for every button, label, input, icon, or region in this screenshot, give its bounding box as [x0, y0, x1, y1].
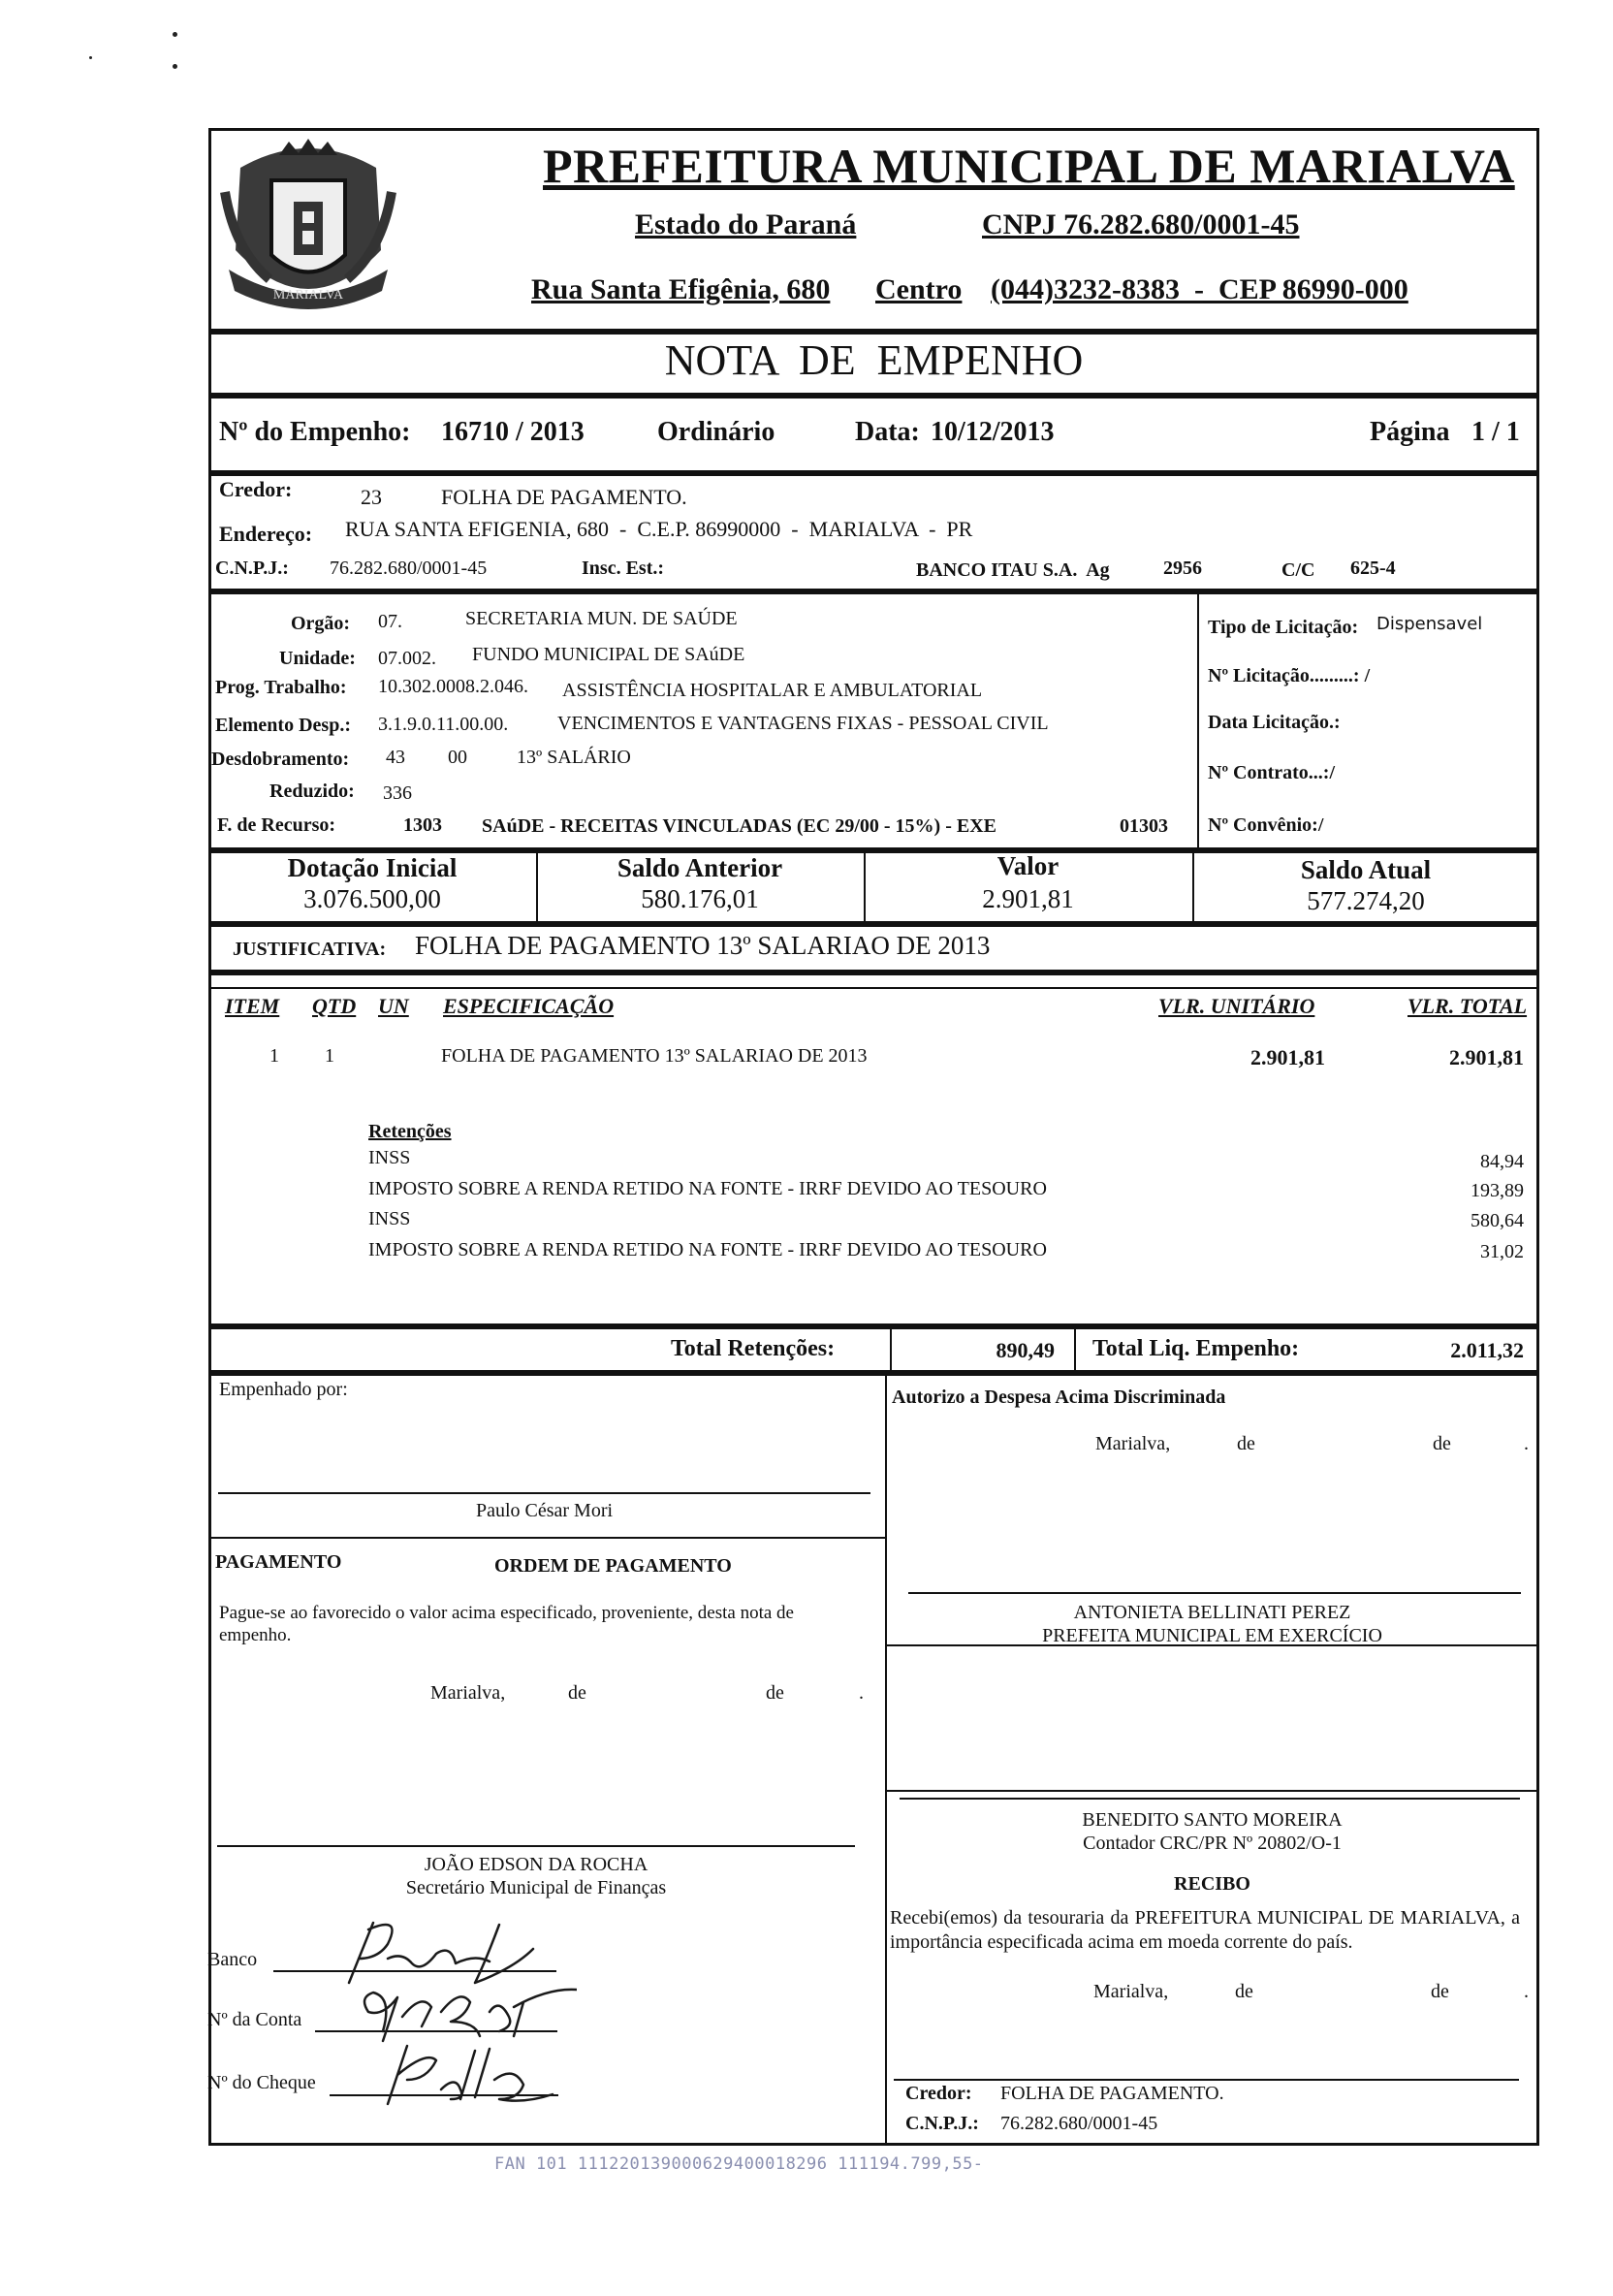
- recibo-cnpj-label: C.N.P.J.:: [905, 2113, 979, 2134]
- orgao-code: 07.: [378, 611, 402, 632]
- saldo-anterior-value: 580.176,01: [641, 884, 759, 913]
- handwritten-account-icon: [354, 1978, 577, 2046]
- page-label: Página: [1370, 417, 1450, 447]
- unidade-label: Unidade:: [279, 648, 356, 669]
- col-vlr-unitario: VLR. UNITÁRIO: [1158, 994, 1315, 1018]
- insc-label: Insc. Est.:: [582, 558, 665, 579]
- fonte-name: SAúDE - RECEITAS VINCULADAS (EC 29/00 - 15%) - EXE: [482, 815, 996, 837]
- total-retencoes-label: Total Retenções:: [671, 1336, 836, 1361]
- autorizo-end: .: [1524, 1433, 1529, 1454]
- page-number: 1 / 1: [1471, 417, 1520, 447]
- valor-value: 2.901,81: [982, 884, 1074, 913]
- credor-label: Credor:: [219, 477, 293, 501]
- col-item: ITEM: [225, 994, 280, 1018]
- elemento-name: VENCIMENTOS E VANTAGENS FIXAS - PESSOAL CIVIL: [557, 713, 1049, 734]
- divider: [885, 1373, 887, 2146]
- recibo-de1: de: [1235, 1981, 1253, 2002]
- row-total: 2.901,81: [1449, 1045, 1524, 1069]
- empenho-number-label: Nº do Empenho:: [219, 417, 411, 447]
- num-contrato: Nº Contrato...:/: [1208, 762, 1336, 783]
- desd-name: 13º SALÁRIO: [517, 747, 631, 768]
- saldo-atual-value: 577.274,20: [1307, 886, 1425, 915]
- footer-code: FAN 101 111220139000629400018296 111194.799,55-: [494, 2154, 984, 2174]
- agencia: 2956: [1163, 558, 1202, 579]
- retencoes-title: Retenções: [368, 1121, 452, 1142]
- data-licitacao: Data Licitação.:: [1208, 712, 1341, 733]
- header-address: Rua Santa Efigênia, 680: [531, 273, 831, 305]
- total-retencoes-value: 890,49: [996, 1338, 1055, 1362]
- tipo-licitacao-label: Tipo de Licitação:: [1208, 617, 1359, 638]
- retencao-desc: IMPOSTO SOBRE A RENDA RETIDO NA FONTE - IRRF DEVIDO AO TESOURO: [368, 1178, 1047, 1199]
- signature-line: [217, 1845, 855, 1847]
- row-qtd: 1: [325, 1045, 334, 1067]
- col-qtd: QTD: [312, 994, 357, 1018]
- retencao-value: 31,02: [1480, 1241, 1524, 1262]
- total-liq-label: Total Liq. Empenho:: [1092, 1336, 1300, 1361]
- empenho-type: Ordinário: [657, 417, 775, 447]
- recibo-de2: de: [1431, 1981, 1449, 2002]
- row-unit: 2.901,81: [1250, 1045, 1325, 1069]
- recibo-text: Recebi(emos) da tesouraria da PREFEITURA MUNICIPAL DE MARIALVA, a importância especificada acima em moeda corrente do país.: [890, 1907, 1520, 1953]
- unidade-code: 07.002.: [378, 648, 436, 669]
- prog-name: ASSISTÊNCIA HOSPITALAR E AMBULATORIAL: [562, 680, 983, 701]
- recibo-credor: FOLHA DE PAGAMENTO.: [1000, 2083, 1224, 2104]
- cnpj-label: C.N.P.J.:: [215, 558, 289, 579]
- prefeita-name: ANTONIETA BELLINATI PEREZ: [1073, 1602, 1351, 1623]
- credor-name: FOLHA DE PAGAMENTO.: [441, 485, 687, 509]
- fonte-code-2: 01303: [1120, 815, 1168, 837]
- orgao-label: Orgão:: [291, 613, 351, 634]
- secretario-role: Secretário Municipal de Finanças: [405, 1877, 667, 1898]
- dotacao-value: 3.076.500,00: [303, 884, 441, 913]
- contador-name: BENEDITO SANTO MOREIRA: [1082, 1809, 1343, 1831]
- contador-role: Contador CRC/PR Nº 20802/O-1: [1083, 1833, 1342, 1854]
- scan-speck: [173, 32, 177, 37]
- cc-label: C/C: [1281, 559, 1315, 581]
- ordem-pagamento: ORDEM DE PAGAMENTO: [494, 1555, 732, 1577]
- credor-endereco: RUA SANTA EFIGENIA, 680 - C.E.P. 86990000 - MARIALVA - PR: [345, 517, 973, 541]
- prog-label: Prog. Trabalho:: [215, 677, 347, 698]
- signature-line: [900, 1798, 1520, 1800]
- desd-b: 00: [448, 747, 467, 768]
- signature-line: [908, 1592, 1521, 1594]
- num-convenio: Nº Convênio:/: [1208, 814, 1324, 836]
- conta-label: Nº da Conta: [207, 2009, 302, 2030]
- scan-speck: [89, 56, 92, 59]
- empenhado-name: Paulo César Mori: [475, 1500, 614, 1521]
- header-cnpj: CNPJ 76.282.680/0001-45: [982, 208, 1300, 240]
- retencao-value: 580,64: [1471, 1210, 1524, 1231]
- saldo-anterior-label: Saldo Anterior: [617, 853, 783, 882]
- num-licitacao: Nº Licitação.........: /: [1208, 665, 1371, 686]
- credor-code: 23: [361, 485, 382, 509]
- pagamento-place: Marialva,: [430, 1682, 506, 1704]
- pagamento-de2: de: [766, 1682, 784, 1704]
- valor-label: Valor: [996, 851, 1060, 880]
- divider: [1197, 591, 1199, 850]
- autorizo-de1: de: [1237, 1433, 1255, 1454]
- elemento-code: 3.1.9.0.11.00.00.: [378, 714, 509, 735]
- dotacao-label: Dotação Inicial: [287, 853, 458, 882]
- state-label: Estado do Paraná: [635, 208, 857, 240]
- retencao-desc: INSS: [368, 1208, 411, 1229]
- reduzido-value: 336: [383, 782, 412, 804]
- row-item: 1: [269, 1045, 279, 1067]
- doc-title: NOTA DE EMPENHO: [664, 336, 1084, 384]
- pagamento-end: .: [859, 1682, 864, 1704]
- page-title: PREFEITURA MUNICIPAL DE MARIALVA: [543, 139, 1515, 193]
- autorizo-de2: de: [1433, 1433, 1451, 1454]
- col-especificacao: ESPECIFICAÇÃO: [443, 994, 615, 1018]
- signature-line: [894, 2079, 1519, 2081]
- elemento-label: Elemento Desp.:: [215, 715, 351, 736]
- saldo-atual-label: Saldo Atual: [1300, 855, 1432, 884]
- recibo-place: Marialva,: [1093, 1981, 1169, 2002]
- orgao-name: SECRETARIA MUN. DE SAÚDE: [465, 608, 738, 629]
- reduzido-label: Reduzido:: [269, 781, 355, 802]
- unidade-name: FUNDO MUNICIPAL DE SAúDE: [472, 644, 745, 665]
- autorizo-place: Marialva,: [1095, 1433, 1171, 1454]
- total-liq-value: 2.011,32: [1450, 1338, 1524, 1362]
- handwritten-cheque-icon: [368, 2041, 562, 2109]
- empenho-date: 10/12/2013: [931, 417, 1055, 447]
- col-vlr-total: VLR. TOTAL: [1407, 994, 1528, 1018]
- empenho-date-label: Data:: [855, 417, 920, 447]
- totais-box: [208, 1326, 1539, 1373]
- prog-code: 10.302.0008.2.046.: [378, 676, 528, 697]
- banco-name: BANCO ITAU S.A. Ag: [916, 559, 1110, 581]
- tipo-licitacao: Dispensavel: [1376, 614, 1483, 634]
- divider: [1074, 1326, 1076, 1373]
- retencao-desc: INSS: [368, 1147, 411, 1168]
- justificativa-label: JUSTIFICATIVA:: [233, 939, 387, 960]
- municipal-crest-icon: [211, 134, 405, 328]
- recibo-end: .: [1524, 1981, 1529, 2002]
- row-spec: FOLHA DE PAGAMENTO 13º SALARIAO DE 2013: [441, 1045, 868, 1067]
- col-un: UN: [378, 994, 409, 1018]
- cc-number: 625-4: [1350, 558, 1396, 579]
- pagamento-label: PAGAMENTO: [215, 1551, 342, 1573]
- retencao-value: 84,94: [1480, 1151, 1524, 1172]
- justificativa-text: FOLHA DE PAGAMENTO 13º SALARIAO DE 2013: [415, 931, 991, 960]
- scan-speck: [173, 64, 177, 69]
- desdobramento-label: Desdobramento:: [211, 749, 350, 770]
- desd-a: 43: [386, 747, 405, 768]
- autorizo-label: Autorizo a Despesa Acima Discriminada: [892, 1387, 1226, 1408]
- empenhado-label: Empenhado por:: [219, 1379, 348, 1400]
- divider: [208, 1537, 885, 1539]
- signature-line: [218, 1492, 870, 1494]
- retencao-desc: IMPOSTO SOBRE A RENDA RETIDO NA FONTE - IRRF DEVIDO AO TESOURO: [368, 1239, 1047, 1260]
- empenho-number: 16710 / 2013: [441, 417, 585, 447]
- prefeita-role: PREFEITA MUNICIPAL EM EXERCÍCIO: [1042, 1625, 1382, 1646]
- recibo-cnpj: 76.282.680/0001-45: [1000, 2113, 1158, 2134]
- divider: [208, 987, 1539, 989]
- retencao-value: 193,89: [1471, 1180, 1524, 1201]
- crest-text: MARIALVA: [272, 288, 344, 303]
- header-district: Centro: [875, 273, 963, 305]
- pagamento-de1: de: [568, 1682, 586, 1704]
- recibo-title: RECIBO: [1174, 1873, 1250, 1895]
- divider: [885, 1790, 1539, 1792]
- fonte-label: F. de Recurso:: [217, 814, 336, 836]
- banco-label: Banco: [207, 1949, 258, 1970]
- header-phone-cep: (044)3232-8383 - CEP 86990-000: [991, 273, 1408, 305]
- recibo-credor-label: Credor:: [905, 2083, 972, 2104]
- credor-cnpj: 76.282.680/0001-45: [330, 558, 488, 579]
- pagamento-text: Pague-se ao favorecido o valor acima especificado, proveniente, desta nota de empenho.: [219, 1603, 794, 1645]
- secretario-name: JOÃO EDSON DA ROCHA: [424, 1854, 648, 1875]
- cheque-label: Nº do Cheque: [207, 2072, 316, 2093]
- endereco-label: Endereço:: [219, 522, 313, 546]
- fonte-code: 1303: [403, 814, 442, 836]
